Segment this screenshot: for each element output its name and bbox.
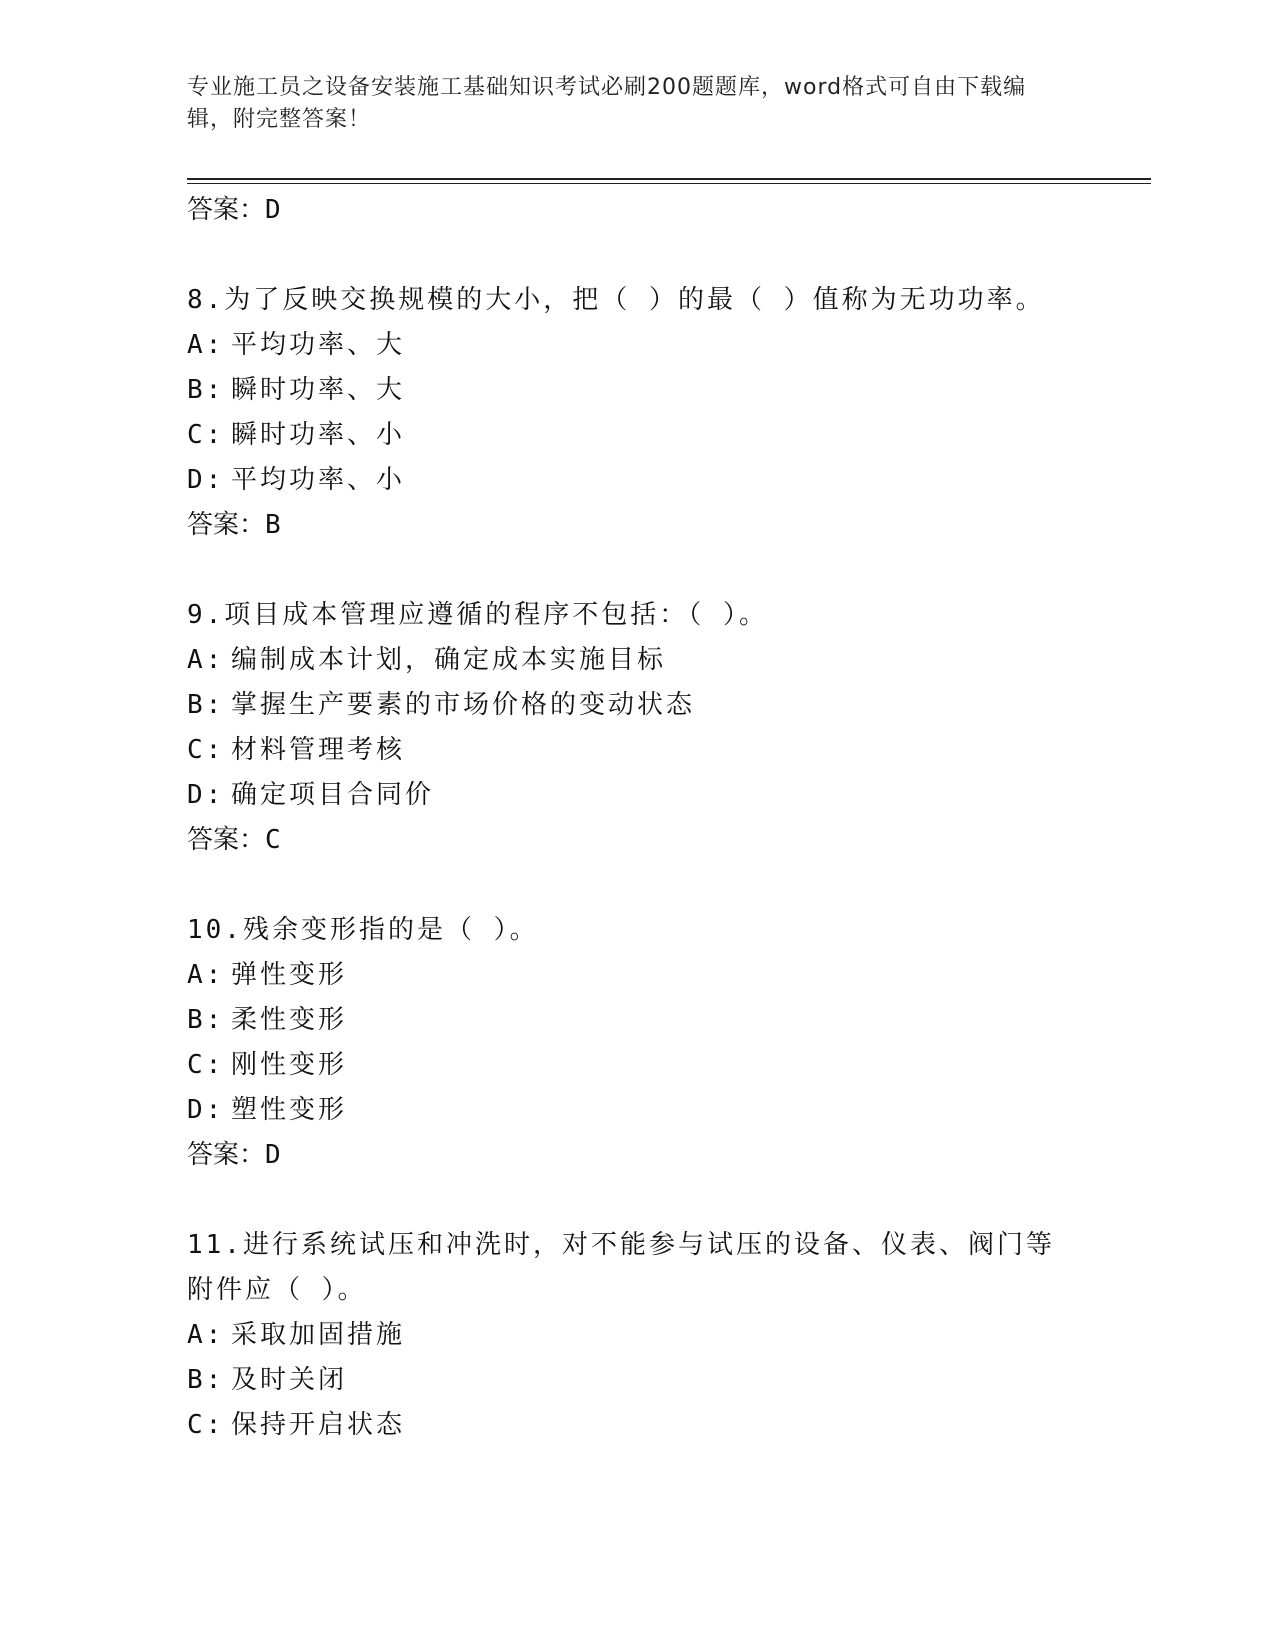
option-d <box>187 458 1087 503</box>
option-key: B: <box>187 375 225 405</box>
option-key: D: <box>187 465 225 495</box>
document-header: 专业施工员之设备安装施工基础知识考试必刷200题题库，word格式可自由下载编辑，附完整答案！ <box>187 75 1027 132</box>
option-key: B: <box>187 690 225 720</box>
question-stem: 8.为了反映交换规模的大小，把（ ）的最（ ）值称为无功功率。 <box>187 285 1045 315</box>
question-item <box>187 593 1087 863</box>
option-a <box>187 1313 1087 1358</box>
option-text: 掌握生产要素的市场价格的变动状态 <box>231 690 696 720</box>
option-text: 刚性变形 <box>231 1050 348 1080</box>
option-text: 采取加固措施 <box>231 1320 406 1350</box>
option-c <box>187 1403 1087 1448</box>
option-a <box>187 953 1087 998</box>
option-b <box>187 1358 1087 1403</box>
option-text: 塑性变形 <box>231 1095 348 1125</box>
option-a <box>187 638 1087 683</box>
option-text: 平均功率、小 <box>231 465 406 495</box>
option-text: 材料管理考核 <box>231 735 406 765</box>
option-key: B: <box>187 1365 225 1395</box>
option-text: 保持开启状态 <box>231 1410 406 1440</box>
option-a <box>187 323 1087 368</box>
question-stem: 11.进行系统试压和冲洗时，对不能参与试压的设备、仪表、阀门等附件应（ ）。 <box>187 1230 1055 1305</box>
option-text: 及时关闭 <box>231 1365 348 1395</box>
option-key: C: <box>187 1050 225 1080</box>
question-item <box>187 908 1087 1178</box>
option-key: B: <box>187 1005 225 1035</box>
question-list <box>187 188 1087 1448</box>
header-rule-thin <box>187 183 1151 184</box>
answer-line: 答案：D <box>187 195 281 225</box>
option-text: 确定项目合同价 <box>231 780 435 810</box>
option-text: 编制成本计划，确定成本实施目标 <box>231 645 667 675</box>
question-stem: 9.项目成本管理应遵循的程序不包括：（ ）。 <box>187 600 768 630</box>
option-text: 平均功率、大 <box>231 330 406 360</box>
question-stem: 10.残余变形指的是（ ）。 <box>187 915 539 945</box>
option-c <box>187 413 1087 458</box>
option-text: 柔性变形 <box>231 1005 348 1035</box>
option-text: 瞬时功率、小 <box>231 420 406 450</box>
option-b <box>187 368 1087 413</box>
option-b <box>187 683 1087 728</box>
answer-line: 答案：D <box>187 1140 281 1170</box>
option-key: A: <box>187 960 225 990</box>
option-d <box>187 1088 1087 1133</box>
option-d <box>187 773 1087 818</box>
option-key: C: <box>187 735 225 765</box>
option-c <box>187 1043 1087 1088</box>
question-item <box>187 278 1087 548</box>
option-text: 瞬时功率、大 <box>231 375 406 405</box>
option-key: A: <box>187 330 225 360</box>
option-b <box>187 998 1087 1043</box>
answer-line: 答案：C <box>187 825 281 855</box>
answer-line: 答案：B <box>187 510 281 540</box>
option-key: D: <box>187 1095 225 1125</box>
option-text: 弹性变形 <box>231 960 348 990</box>
option-key: C: <box>187 1410 225 1440</box>
question-item <box>187 1223 1087 1448</box>
option-c <box>187 728 1087 773</box>
option-key: A: <box>187 645 225 675</box>
option-key: D: <box>187 780 225 810</box>
header-rule-thick <box>187 178 1151 180</box>
option-key: C: <box>187 420 225 450</box>
option-key: A: <box>187 1320 225 1350</box>
